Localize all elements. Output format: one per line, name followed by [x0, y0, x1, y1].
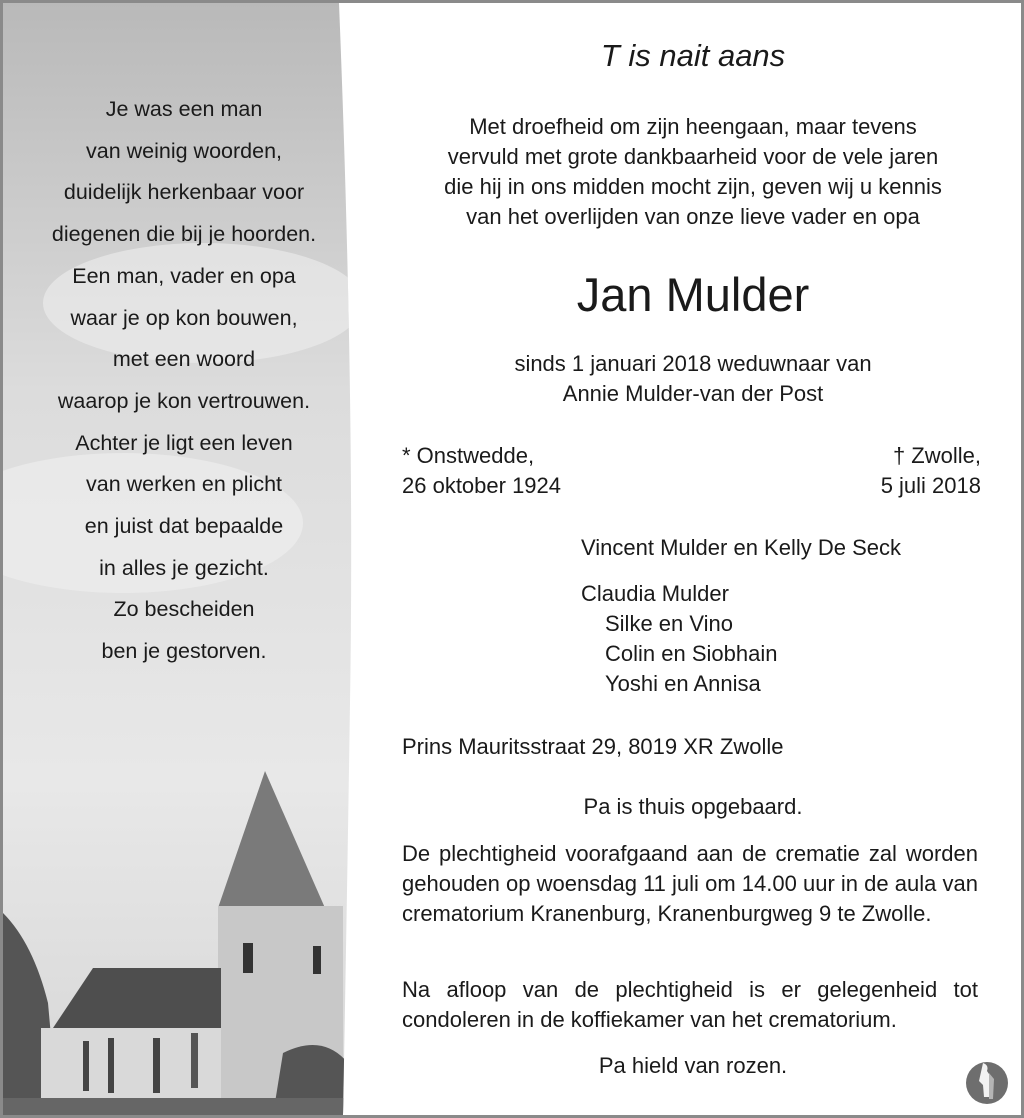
poem-line: waar je op kon bouwen, [70, 305, 298, 330]
address: Prins Mauritsstraat 29, 8019 XR Zwolle [402, 734, 784, 759]
intro-line: Met droefheid om zijn heengaan, maar tevens [469, 114, 917, 139]
intro-line: van het overlijden van onze lieve vader en opa [466, 204, 920, 229]
death-date: 5 juli 2018 [880, 473, 981, 498]
birth-info [402, 441, 561, 501]
widower-text [383, 349, 1003, 409]
deceased-name: Jan Mulder [576, 268, 810, 321]
poem-line: Je was een man [105, 97, 263, 121]
poem-line: van weinig woorden, [85, 138, 282, 163]
poem-line: Een man, vader en opa [72, 263, 296, 288]
family-head: Claudia Mulder [581, 581, 729, 606]
intro-text [383, 112, 1003, 232]
intro-line: die hij in ons midden mocht zijn, geven wij u kennis [444, 174, 942, 199]
poem-line: Zo bescheiden [113, 597, 255, 622]
birth-place: * Onstwedde, [402, 443, 535, 468]
family-group [581, 579, 777, 699]
poem-line: ben je gestorven. [101, 639, 267, 664]
intro-line: vervuld met grote dankbaarheid voor de vele jaren [447, 144, 939, 169]
death-info [881, 441, 981, 501]
laid-out-note: Pa is thuis opgebaard. [583, 794, 803, 819]
birth-date: 26 oktober 1924 [402, 473, 562, 498]
poem-line: waarop je kon vertrouwen. [57, 388, 311, 413]
poem [3, 89, 365, 673]
poem-line: duidelijk herkenbaar voor [63, 180, 305, 205]
grandchild: Yoshi en Annisa [605, 671, 761, 696]
notice-title: T is nait aans [600, 38, 786, 73]
poem-line: van werken en plicht [86, 472, 282, 497]
widow-line: sinds 1 januari 2018 weduwnaar van [514, 351, 872, 376]
family-line: Vincent Mulder en Kelly De Seck [581, 535, 901, 560]
roses-note: Pa hield van rozen. [598, 1053, 788, 1078]
memorial-logo-icon [963, 1057, 1011, 1105]
widow-line: Annie Mulder-van der Post [562, 381, 824, 406]
poem-line: en juist dat bepaalde [84, 514, 284, 539]
grandchild: Colin en Siobhain [605, 641, 778, 666]
poem-line: met een woord [112, 347, 256, 372]
ceremony-text: De plechtigheid voorafgaand aan de crematie zal worden gehouden op woensdag 11 juli om 14.00 uur in de aula van crematorium Kranenburg, Kranenburgweg 9 te Zwolle. [402, 841, 978, 926]
poem-line: diegenen die bij je hoorden. [51, 222, 317, 247]
death-place: † Zwolle, [892, 443, 981, 468]
poem-line: Achter je ligt een leven [75, 430, 293, 455]
condolence-text: Na afloop van de plechtigheid is er gelegenheid tot condoleren in de koffiekamer van het crematorium. [402, 977, 978, 1032]
poem-line: in alles je gezicht. [99, 555, 269, 580]
grandchild: Silke en Vino [605, 611, 734, 636]
